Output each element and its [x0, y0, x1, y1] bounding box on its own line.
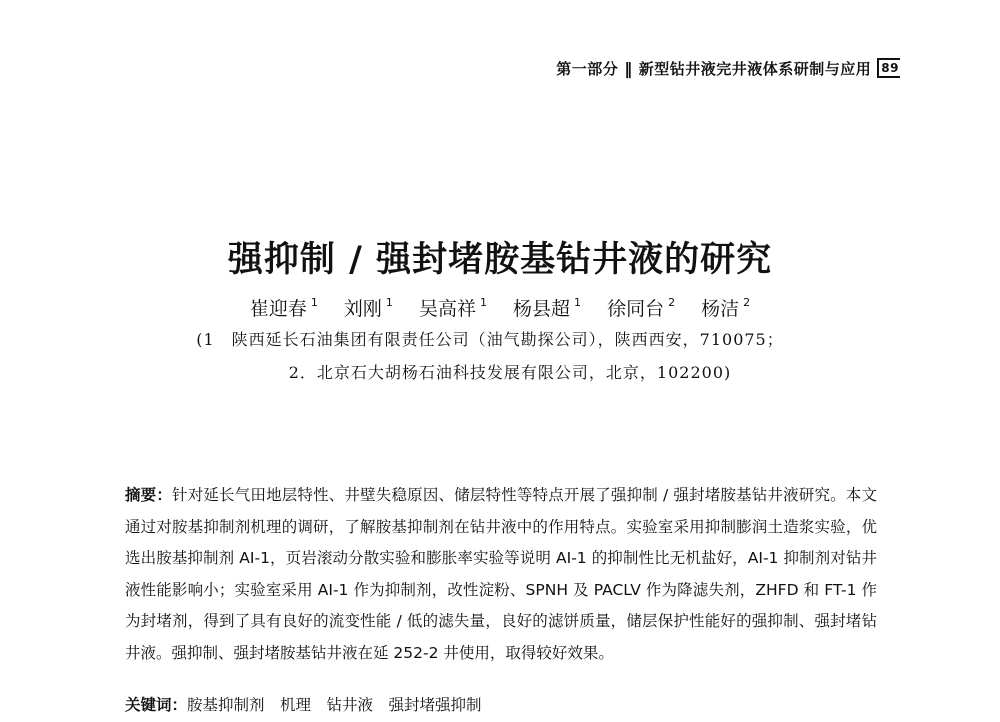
author: 吴高祥 $^1$	[418, 295, 487, 320]
author-list	[0, 294, 1000, 321]
abstract	[125, 480, 877, 669]
abstract-label: 摘要：	[125, 486, 173, 504]
running-head-separator: ‖	[624, 58, 633, 78]
page-number: 89	[877, 58, 900, 78]
affiliation-1: (1 陕西延长石油集团有限责任公司（油气勘探公司），陕西西安，710075；	[196, 330, 784, 349]
paper-title: 强抑制 / 强封堵胺基钻井液的研究	[227, 240, 773, 280]
keywords	[125, 690, 877, 722]
author: 杨县超 $^1$	[513, 295, 582, 320]
author: 徐同台 $^2$	[607, 295, 676, 320]
keywords-label: 关键词：	[125, 696, 188, 714]
author: 杨洁 $^2$	[701, 295, 751, 320]
author: 崔迎春 $^1$	[249, 295, 318, 320]
abstract-text: 针对延长气田地层特性、井壁失稳原因、储层特性等特点开展了强抑制 / 强封堵胺基钻井液研究。本文通过对胺基抑制剂机理的调研，了解胺基抑制剂在钻井液中的作用特点。实验室采用抑制膨润土造浆实验，优选出胺基抑制剂 AI-1，页岩滚动分散实验和膨胀率实验等说明 AI-1 的抑制性比无机盐好，AI-1 抑制剂对钻井液性能影响小；实验室采用 AI-1 作为抑制剂，改性淀粉、SPNH 及 PACLV 作为降滤失剂，ZHFD 和 FT-1 作为封堵剂，得到了具有良好的流变性能 / 低的滤失量，良好的滤饼质量，储层保护性能好的强抑制、强封堵钻井液。强抑制、强封堵胺基钻井液在延 252-2 井使用，取得较好效果。	[125, 486, 877, 662]
running-head-section: 新型钻井液完井液体系研制与应用	[638, 59, 872, 78]
affiliation-2: 2．北京石大胡杨石油科技发展有限公司，北京，102200)	[288, 363, 732, 382]
running-head	[556, 56, 900, 80]
keywords-text: 胺基抑制剂 机理 钻井液 强封堵强抑制	[187, 696, 482, 714]
running-head-part: 第一部分	[556, 59, 619, 78]
author: 刘刚 $^1$	[343, 295, 393, 320]
